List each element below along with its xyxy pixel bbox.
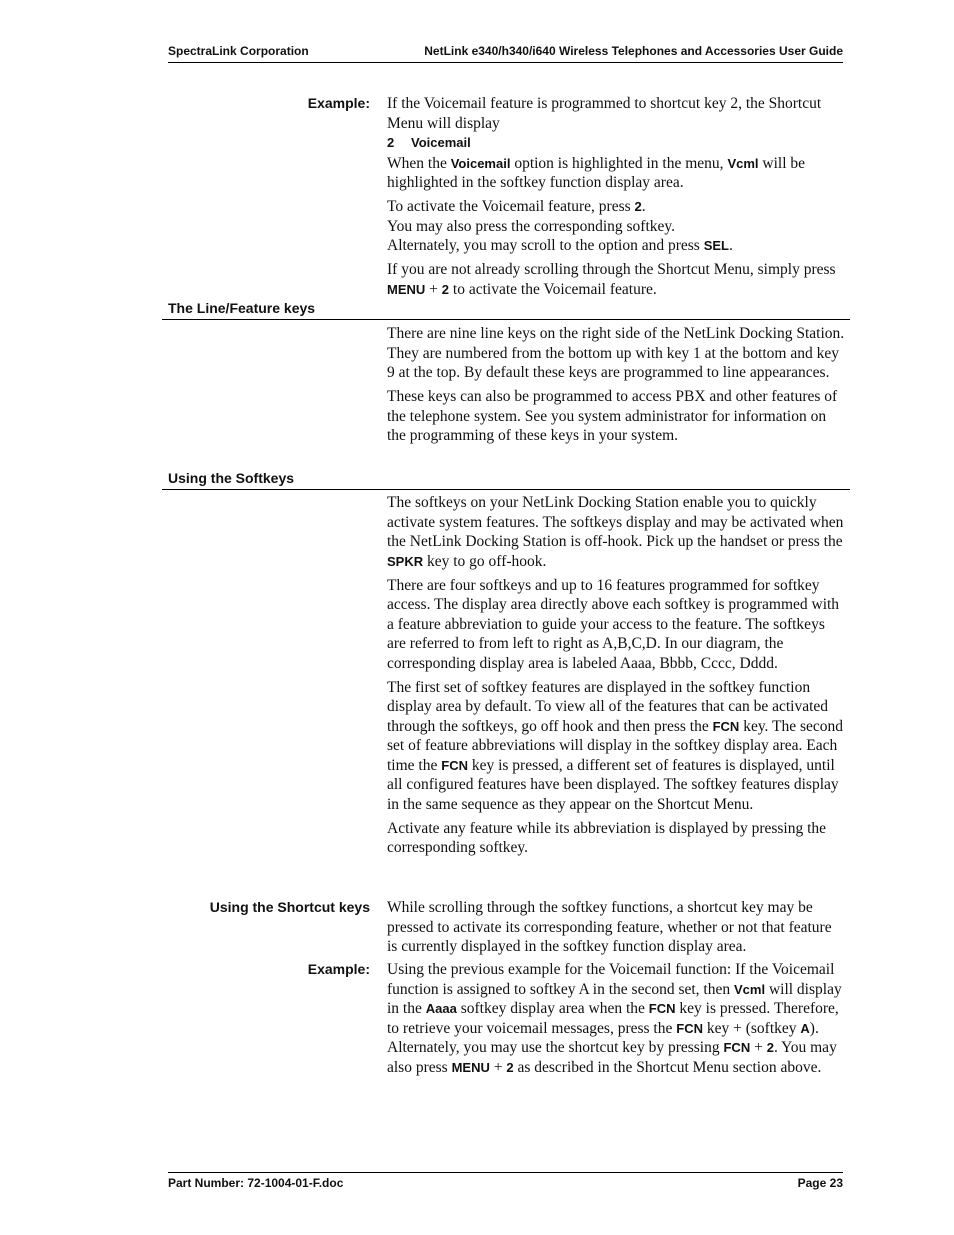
- key-name: Vcml: [727, 155, 759, 171]
- key-name: FCN: [648, 1001, 676, 1016]
- text: as described in the Shortcut Menu section above.: [513, 1058, 822, 1076]
- text: softkey display area when the: [456, 1000, 649, 1017]
- text: You may also press the corresponding softkey.: [387, 217, 676, 235]
- key-name: FCN: [712, 718, 740, 734]
- text: The first set of softkey features are displayed in the softkey function display area by default. To view all of the features that can be activated through the softkeys, go off hook and then press the: [387, 678, 829, 735]
- menu-display-line: [387, 133, 845, 153]
- text: +: [489, 1058, 507, 1076]
- paragraph: [387, 260, 845, 299]
- key-name: MENU: [387, 281, 426, 297]
- key-name: Voicemail: [450, 155, 511, 171]
- shortcut-keys-label: Using the Shortcut keys: [209, 899, 370, 915]
- example-label: Example:: [307, 961, 370, 977]
- key-name: 2: [634, 199, 642, 214]
- paragraph: [387, 678, 845, 815]
- section-heading-line-feature-keys: [162, 299, 850, 320]
- text: key + (softkey: [702, 1019, 801, 1037]
- text: to activate the Voicemail feature.: [449, 280, 657, 298]
- page-header: [168, 44, 843, 63]
- header-guide-title: NetLink e340/h340/i640 Wireless Telephones and Accessories User Guide: [424, 44, 843, 58]
- example-shortcut-block: [387, 960, 845, 1082]
- text: will be highlighted in the softkey function display area.: [387, 154, 806, 191]
- page-footer: [168, 1172, 843, 1193]
- shortcut-keys-block: [387, 898, 845, 961]
- text: . You may also press: [387, 1039, 837, 1076]
- text: key is pressed, a different set of features is displayed, until all configured features have been displayed. The softkey features display in the same sequence as they appear on the Shortcut Menu.: [387, 756, 839, 813]
- text: When the: [387, 154, 451, 172]
- footer-page-number: Page 23: [797, 1176, 843, 1190]
- text: The softkeys on your NetLink Docking Station enable you to quickly activate system features. The softkeys display and may be activated when the NetLink Docking Station is off-hook. Pick up the handset or press the: [387, 494, 844, 550]
- key-name: FCN: [441, 757, 468, 773]
- text: key. The second set of feature abbreviations will display in the softkey display area. Each time the: [387, 717, 844, 774]
- text: +: [425, 280, 442, 298]
- text: Using the previous example for the Voicemail function: If the Voicemail function is assigned to softkey A in the second set, then: [387, 961, 835, 998]
- key-name: MENU: [451, 1059, 490, 1075]
- text: To activate the Voicemail feature, press: [387, 198, 635, 215]
- header-company: SpectraLink Corporation: [168, 44, 309, 58]
- key-name: SEL: [703, 238, 729, 253]
- paragraph: [387, 960, 845, 1077]
- text: key to go off-hook.: [423, 552, 547, 570]
- text: If you are not already scrolling through the Shortcut Menu, simply press: [387, 261, 836, 278]
- example-label: Example:: [307, 95, 370, 111]
- text: ).: [809, 1019, 819, 1037]
- key-name: A: [800, 1020, 810, 1036]
- section-title: Using the Softkeys: [168, 470, 295, 486]
- key-name: FCN: [723, 1040, 751, 1055]
- paragraph: [387, 197, 845, 256]
- paragraph: [387, 154, 845, 193]
- line-feature-block: [387, 324, 845, 450]
- paragraph: Activate any feature while its abbreviation is displayed by pressing the corresponding softkey.: [387, 819, 827, 856]
- text: will display in the: [387, 980, 842, 1017]
- text: .: [641, 198, 646, 215]
- key-name: 2: [441, 281, 450, 297]
- softkeys-block: [387, 493, 845, 862]
- example-voicemail-block: [387, 94, 845, 304]
- paragraph: If the Voicemail feature is programmed to shortcut key 2, the Shortcut Menu will display: [387, 95, 822, 132]
- text: Alternately, you may scroll to the option and press: [387, 237, 704, 254]
- text: key is pressed. Therefore, to retrieve your voicemail messages, press the: [387, 1000, 839, 1037]
- section-heading-using-softkeys: [162, 469, 850, 490]
- key-name: Aaaa: [425, 1001, 457, 1016]
- paragraph: While scrolling through the softkey functions, a shortcut key may be pressed to activate its corresponding feature, whether or not that feature is currently displayed in the softkey function display area.: [387, 899, 832, 955]
- key-name: 2: [506, 1059, 514, 1075]
- text: +: [750, 1039, 767, 1056]
- key-name: FCN: [676, 1020, 703, 1036]
- paragraph: There are nine line keys on the right side of the NetLink Docking Station. They are numbered from the bottom up with key 1 at the bottom and key 9 at the top. By default these keys are programmed to line appearances.: [387, 325, 845, 381]
- paragraph: [387, 493, 845, 571]
- text: Alternately, you may use the shortcut key by pressing: [387, 1039, 724, 1056]
- text: option is highlighted in the menu,: [510, 154, 728, 172]
- menu-number: 2: [387, 135, 395, 150]
- text: .: [728, 237, 733, 254]
- key-name: 2: [766, 1040, 774, 1055]
- key-name: Vcml: [733, 981, 766, 997]
- footer-part-number: Part Number: 72-1004-01-F.doc: [168, 1176, 344, 1190]
- section-title: The Line/Feature keys: [168, 300, 316, 316]
- key-name: SPKR: [387, 553, 424, 569]
- menu-item: Voicemail: [411, 135, 471, 150]
- paragraph: These keys can also be programmed to access PBX and other features of the telephone system. See you system administrator for information on the programming of these keys in your system.: [387, 388, 838, 444]
- paragraph: There are four softkeys and up to 16 features programmed for softkey access. The display area directly above each softkey is programmed with a feature abbreviation to guide your access to the feature. The softkeys are referred to from left to right as A,B,C,D. In our diagram, the corresponding display area is labeled Aaaa, Bbbb, Cccc, Dddd.: [387, 576, 840, 672]
